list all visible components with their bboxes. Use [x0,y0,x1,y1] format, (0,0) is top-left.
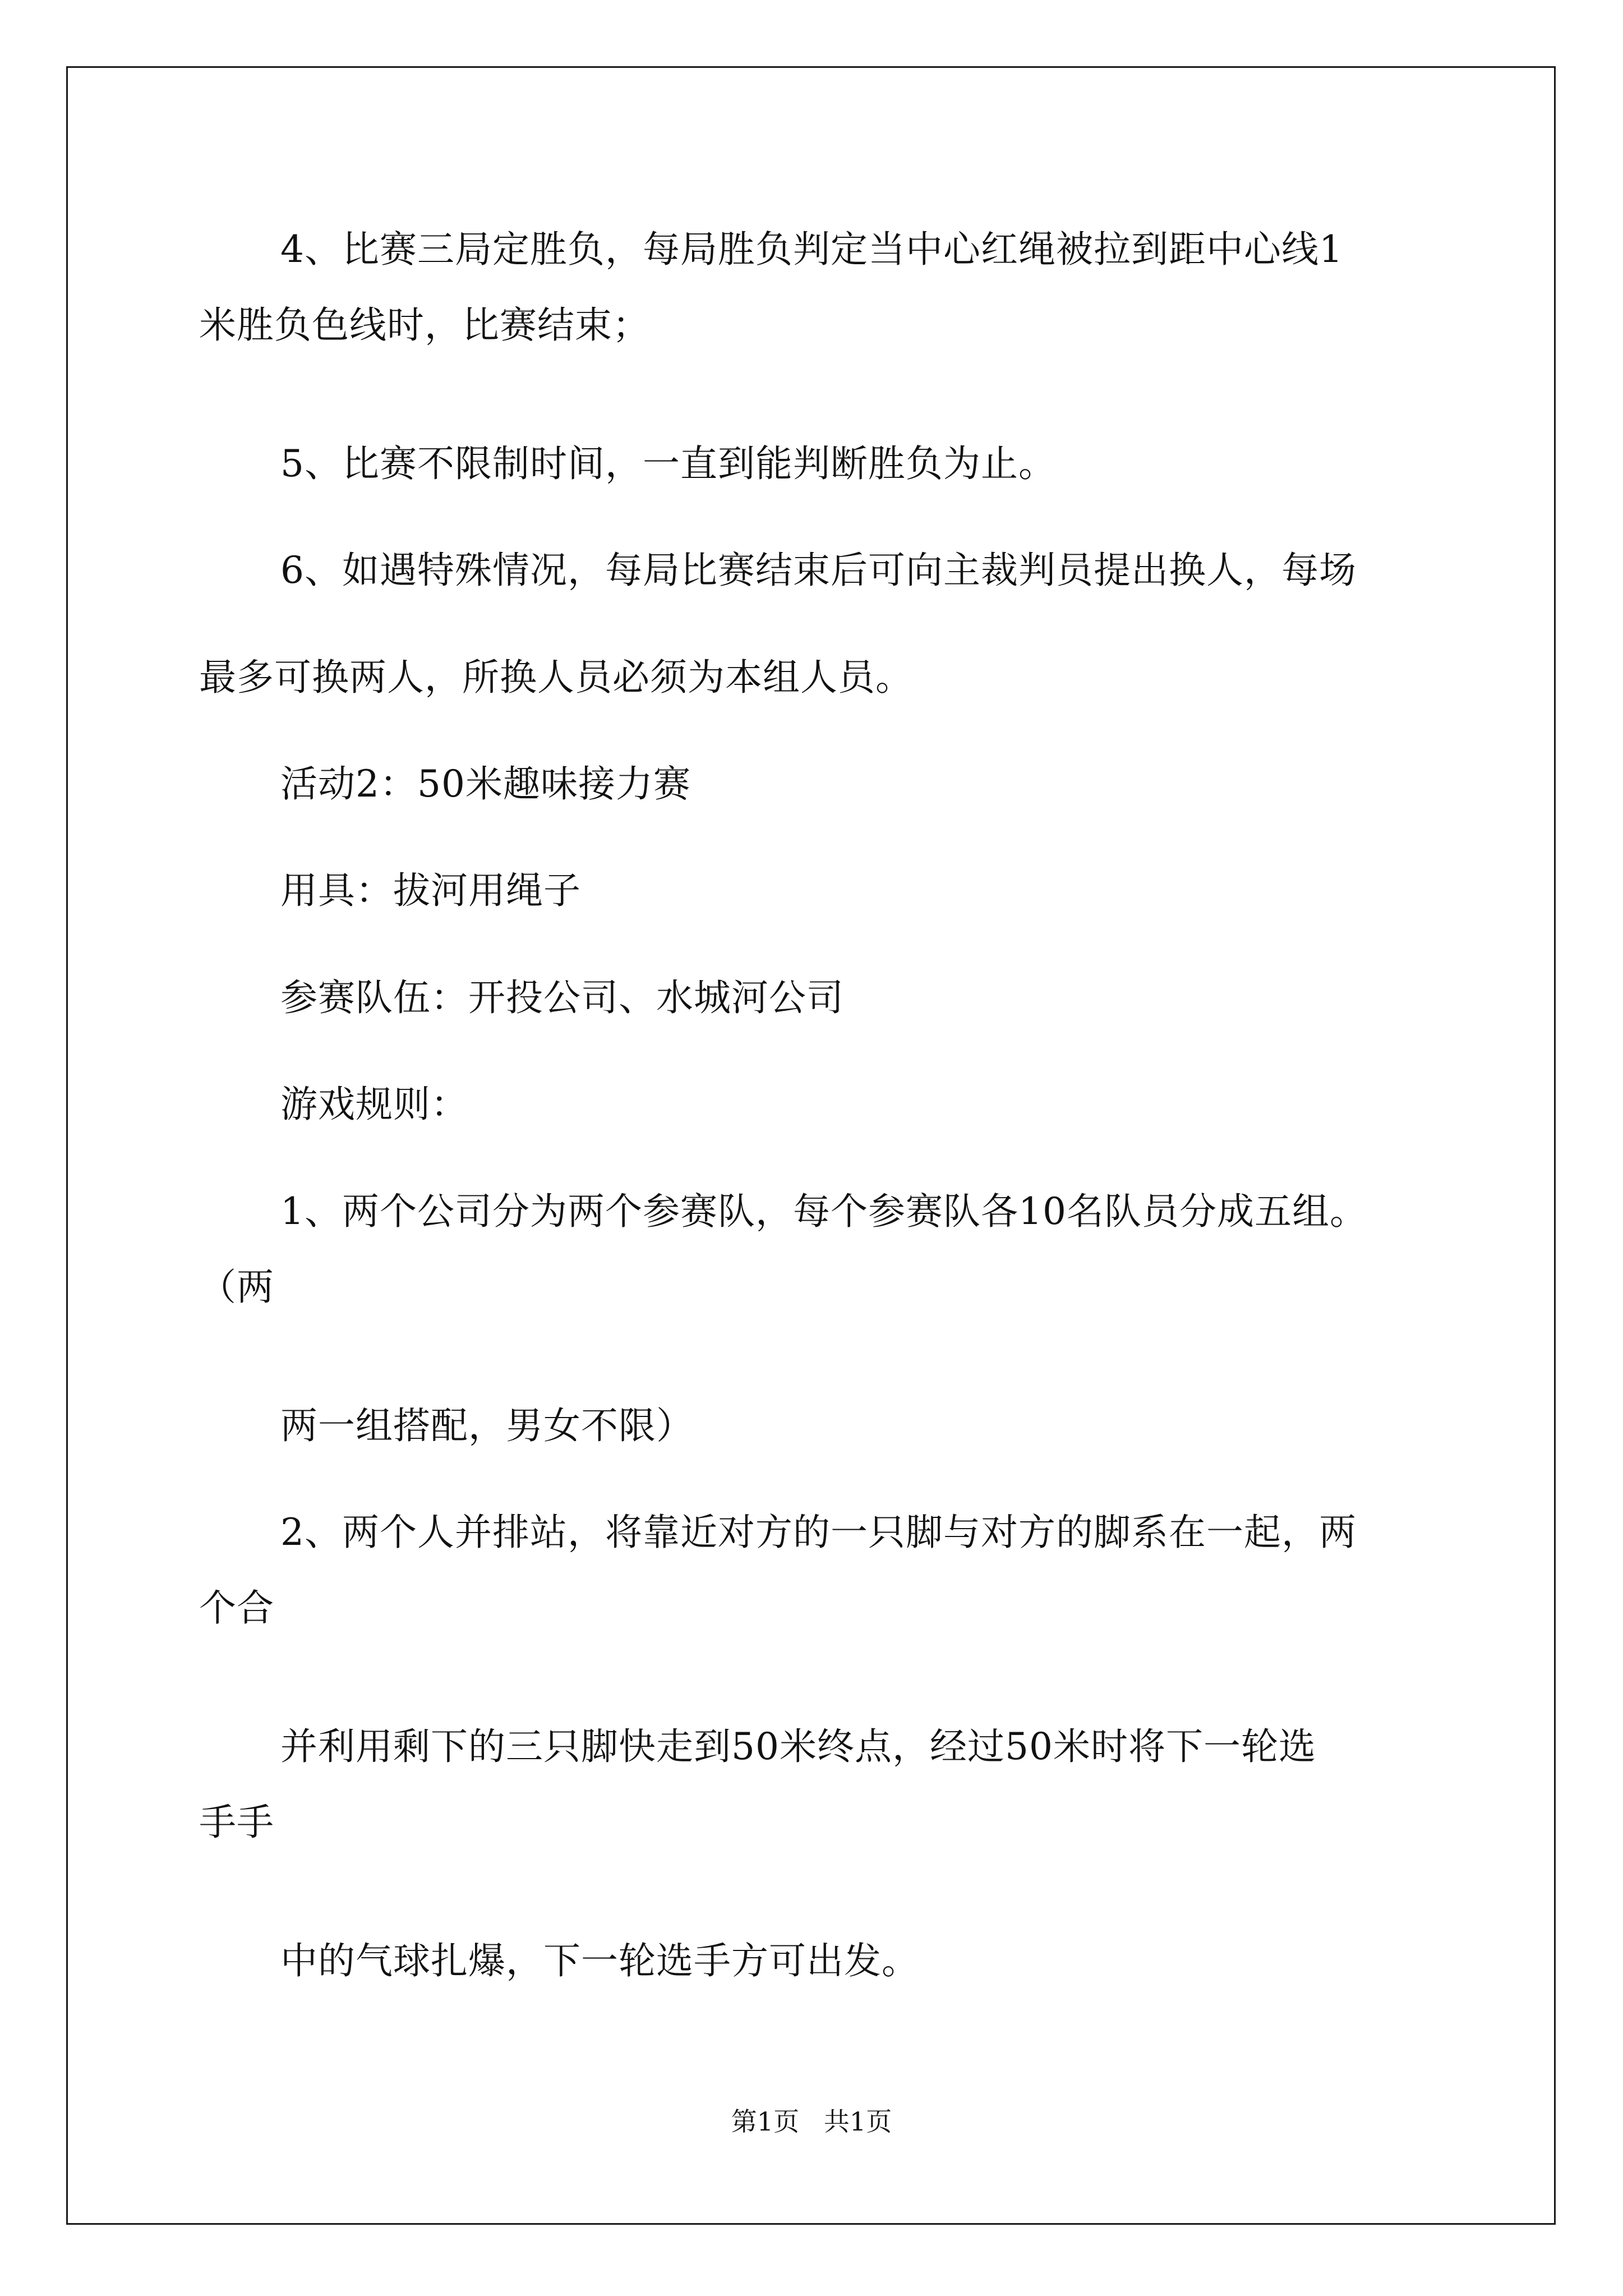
text-line-game-rule-2-b-cont: 手手 [199,1801,274,1844]
teams-line: 参赛队伍：开投公司、水城河公司 [280,976,844,1019]
page-number-footer: 第1页 共1页 [731,2106,892,2137]
text-line-game-rule-1-cont: （两 [199,1266,274,1309]
activity-2-heading: 活动2：50米趣味接力赛 [280,762,691,806]
text-line-game-rule-2-cont: 个合 [199,1586,274,1630]
text-line-game-rule-2-b: 并利用剩下的三只脚快走到50米终点，经过50米时将下一轮选 [280,1725,1316,1768]
text-line-rule-4: 4、比赛三局定胜负，每局胜负判定当中心红绳被拉到距中心线1 [280,228,1343,271]
text-line-game-rule-1-end: 两一组搭配，男女不限） [280,1404,694,1447]
text-line-rule-5: 5、比赛不限制时间，一直到能判断胜负为止。 [280,442,1056,485]
text-line-rule-6-cont: 最多可换两人，所换人员必须为本组人员。 [199,656,913,699]
text-line-game-rule-1: 1、两个公司分为两个参赛队，每个参赛队各10名队员分成五组。 [280,1190,1367,1233]
equipment-line: 用具：拔河用绳子 [280,869,581,912]
text-line-rule-4-cont: 米胜负色线时，比赛结束； [199,303,650,347]
text-line-game-rule-2: 2、两个人并排站，将靠近对方的一只脚与对方的脚系在一起，两 [280,1511,1357,1554]
text-line-game-rule-2-end: 中的气球扎爆，下一轮选手方可出发。 [280,1939,919,1982]
game-rules-heading: 游戏规则： [280,1083,468,1126]
text-line-rule-6: 6、如遇特殊情况，每局比赛结束后可向主裁判员提出换人，每场 [280,549,1357,592]
